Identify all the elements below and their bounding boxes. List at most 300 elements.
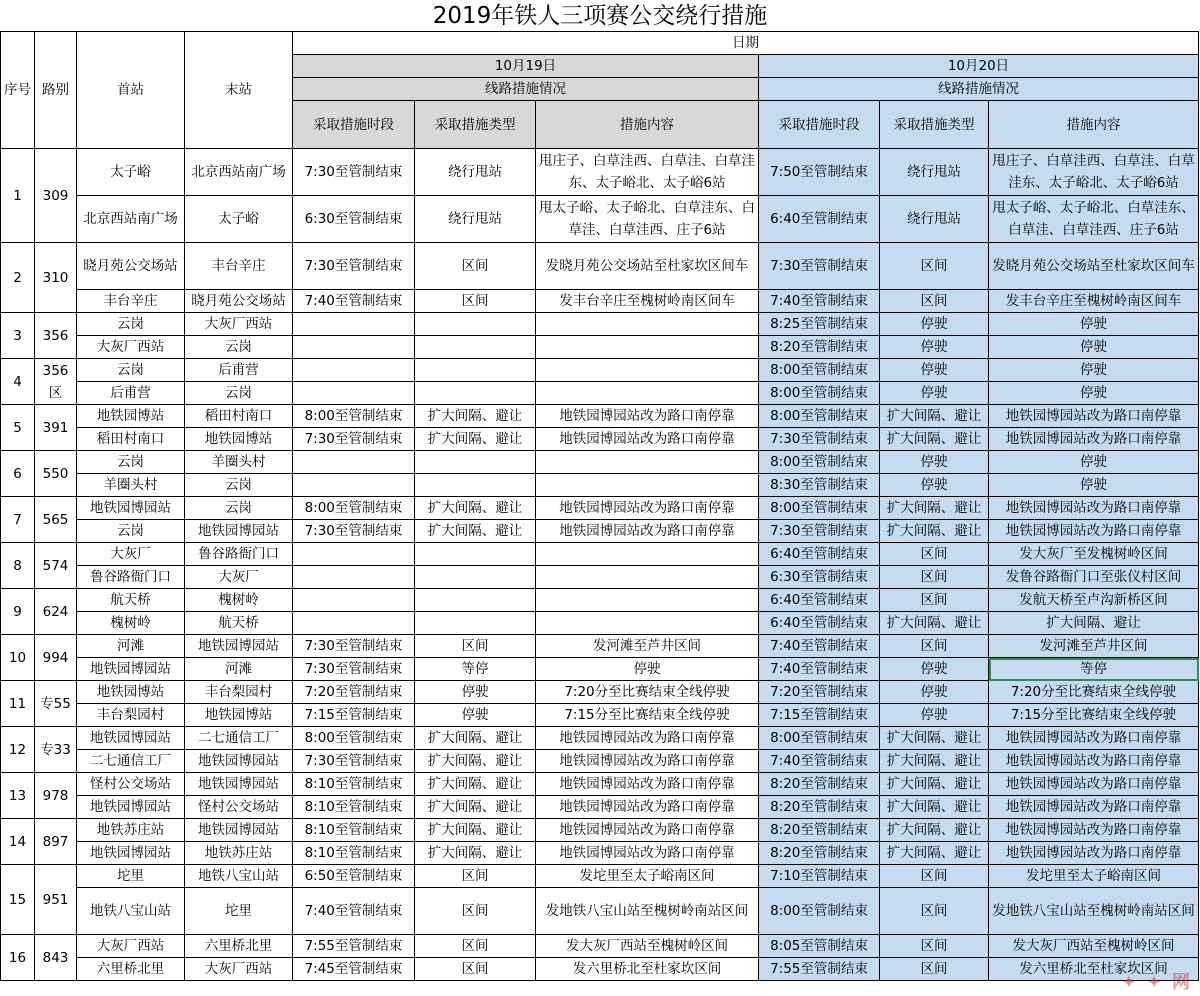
- cell-day1-type: 绕行甩站: [415, 149, 536, 196]
- cell-day2-type: 扩大间隔、避让: [880, 612, 989, 635]
- table-row: [1, 428, 1199, 451]
- table-row: [1, 888, 1199, 935]
- table-row: [1, 612, 1199, 635]
- cell-day1-content: 甩太子峪、太子峪北、白草洼东、白草洼、白草洼西、庄子6站: [536, 196, 759, 243]
- cell-day2-period: 8:20至管制结束: [759, 773, 880, 796]
- cell-day2-content: 地铁园博园站改为路口南停靠: [989, 773, 1199, 796]
- cell-day2-content: 发航天桥至卢沟新桥区间: [989, 589, 1199, 612]
- cell-day2-period: 8:20至管制结束: [759, 842, 880, 865]
- cell-day1-content: 地铁园博园站改为路口南停靠: [536, 497, 759, 520]
- cell-last-stop: 地铁园博园站: [185, 819, 293, 842]
- cell-first-stop: 二七通信工厂: [77, 750, 185, 773]
- cell-day1-type: 停驶: [415, 681, 536, 704]
- cell-day1-period: 7:55至管制结束: [293, 935, 415, 958]
- cell-day2-content: 地铁园博园站改为路口南停靠: [989, 796, 1199, 819]
- cell-day2-type: 停驶: [880, 336, 989, 359]
- cell-day2-type: 扩大间隔、避让: [880, 405, 989, 428]
- table-body: [1, 149, 1199, 981]
- cell-day1-type: 扩大间隔、避让: [415, 497, 536, 520]
- cell-day2-period: 8:00至管制结束: [759, 451, 880, 474]
- table-row: [1, 566, 1199, 589]
- cell-day1-period: 7:15至管制结束: [293, 704, 415, 727]
- table-row: [1, 589, 1199, 612]
- cell-day2-type: 区间: [880, 566, 989, 589]
- cell-day1-content: 地铁园博园站改为路口南停靠: [536, 520, 759, 543]
- cell-day2-type: 停驶: [880, 681, 989, 704]
- cell-day2-content: 地铁园博园站改为路口南停靠: [989, 819, 1199, 842]
- cell-day1-period: [293, 566, 415, 589]
- cell-day2-period: 7:30至管制结束: [759, 428, 880, 451]
- cell-day1-period: 7:45至管制结束: [293, 958, 415, 981]
- cell-day2-type: 停驶: [880, 382, 989, 405]
- cell-day1-content: [536, 313, 759, 336]
- cell-day2-content: 停驶: [989, 382, 1199, 405]
- cell-seq: 13: [1, 773, 35, 819]
- cell-day1-content: [536, 474, 759, 497]
- cell-day2-content: 发地铁八宝山站至槐树岭南站区间: [989, 888, 1199, 935]
- cell-day2-period: 8:30至管制结束: [759, 474, 880, 497]
- cell-day2-content: 发六里桥北至杜家坎区间: [989, 958, 1199, 981]
- cell-route: 550: [35, 451, 77, 497]
- cell-seq: 6: [1, 451, 35, 497]
- header-last-stop: 末站: [185, 32, 293, 149]
- cell-day2-content: 发鲁谷路衙门口至张仪村区间: [989, 566, 1199, 589]
- cell-day2-content: 甩太子峪、太子峪北、白草洼东、白草洼、白草洼西、庄子6站: [989, 196, 1199, 243]
- table-row: [1, 336, 1199, 359]
- cell-day2-type: 扩大间隔、避让: [880, 773, 989, 796]
- cell-day1-period: 8:10至管制结束: [293, 819, 415, 842]
- header-first-stop: 首站: [77, 32, 185, 149]
- cell-day2-content: 发大灰厂西站至槐树岭区间: [989, 935, 1199, 958]
- table-row: [1, 865, 1199, 888]
- cell-first-stop: 大灰厂西站: [77, 935, 185, 958]
- header-day1-period: 采取措施时段: [293, 101, 415, 149]
- cell-day2-content: 发晓月苑公交场站至杜家坎区间车: [989, 243, 1199, 290]
- cell-day1-type: [415, 451, 536, 474]
- cell-last-stop: 二七通信工厂: [185, 727, 293, 750]
- table-row: [1, 704, 1199, 727]
- cell-day2-period: 8:05至管制结束: [759, 935, 880, 958]
- table-row: [1, 681, 1199, 704]
- cell-day1-content: 发六里桥北至杜家坎区间: [536, 958, 759, 981]
- cell-day1-type: [415, 313, 536, 336]
- cell-day2-period: 6:30至管制结束: [759, 566, 880, 589]
- header-day1: 10月19日: [293, 55, 759, 78]
- cell-last-stop: 鲁谷路衙门口: [185, 543, 293, 566]
- cell-day1-type: 绕行甩站: [415, 196, 536, 243]
- table-row: [1, 474, 1199, 497]
- cell-day1-type: 扩大间隔、避让: [415, 819, 536, 842]
- cell-day2-period: 6:40至管制结束: [759, 196, 880, 243]
- cell-day1-type: 区间: [415, 635, 536, 658]
- table-row: [1, 497, 1199, 520]
- table-row: [1, 405, 1199, 428]
- header-day2-measures: 线路措施情况: [759, 78, 1199, 101]
- cell-last-stop: 羊圈头村: [185, 451, 293, 474]
- cell-last-stop: 坨里: [185, 888, 293, 935]
- cell-day2-period: 7:30至管制结束: [759, 243, 880, 290]
- cell-day2-type: 区间: [880, 243, 989, 290]
- table-row: [1, 196, 1199, 243]
- cell-day1-content: [536, 589, 759, 612]
- cell-day2-period: 8:20至管制结束: [759, 796, 880, 819]
- cell-day2-period: 7:15至管制结束: [759, 704, 880, 727]
- cell-day1-period: 6:30至管制结束: [293, 196, 415, 243]
- cell-day1-period: 6:50至管制结束: [293, 865, 415, 888]
- cell-day2-content: 地铁园博园站改为路口南停靠: [989, 842, 1199, 865]
- table-row: [1, 313, 1199, 336]
- table-row: [1, 773, 1199, 796]
- cell-day1-period: 8:10至管制结束: [293, 773, 415, 796]
- cell-day2-type: 停驶: [880, 359, 989, 382]
- cell-day1-content: 发大灰厂西站至槐树岭区间: [536, 935, 759, 958]
- cell-seq: 16: [1, 935, 35, 981]
- header-day2-period: 采取措施时段: [759, 101, 880, 149]
- cell-day1-content: 发河滩至芦井区间: [536, 635, 759, 658]
- cell-day1-type: 区间: [415, 935, 536, 958]
- cell-day1-type: [415, 566, 536, 589]
- cell-day2-content: 7:20分至比赛结束全线停驶: [989, 681, 1199, 704]
- cell-day1-type: 区间: [415, 958, 536, 981]
- table-row: [1, 796, 1199, 819]
- cell-day2-content: 地铁园博园站改为路口南停靠: [989, 520, 1199, 543]
- cell-day2-type: 扩大间隔、避让: [880, 842, 989, 865]
- cell-day2-content: 等停: [989, 658, 1199, 681]
- cell-day2-content: 发坨里至太子峪南区间: [989, 865, 1199, 888]
- cell-day1-type: [415, 359, 536, 382]
- cell-day2-period: 6:40至管制结束: [759, 612, 880, 635]
- table-row: [1, 520, 1199, 543]
- cell-day1-period: 7:20至管制结束: [293, 681, 415, 704]
- cell-day2-period: 7:40至管制结束: [759, 658, 880, 681]
- cell-day1-content: [536, 566, 759, 589]
- cell-route: 843: [35, 935, 77, 981]
- table-row: [1, 935, 1199, 958]
- cell-seq: 11: [1, 681, 35, 727]
- header-day2: 10月20日: [759, 55, 1199, 78]
- header-day1-content: 措施内容: [536, 101, 759, 149]
- cell-last-stop: 后甫营: [185, 359, 293, 382]
- cell-last-stop: 大灰厂: [185, 566, 293, 589]
- cell-day1-type: [415, 336, 536, 359]
- cell-first-stop: 羊圈头村: [77, 474, 185, 497]
- table-row: [1, 149, 1199, 196]
- cell-last-stop: 晓月苑公交场站: [185, 290, 293, 313]
- cell-day2-period: 8:25至管制结束: [759, 313, 880, 336]
- cell-day1-content: 地铁园博园站改为路口南停靠: [536, 405, 759, 428]
- cell-seq: 4: [1, 359, 35, 405]
- table-row: [1, 635, 1199, 658]
- cell-day1-period: 7:40至管制结束: [293, 290, 415, 313]
- cell-day2-period: 8:20至管制结束: [759, 336, 880, 359]
- cell-day1-content: [536, 451, 759, 474]
- cell-day2-period: 8:00至管制结束: [759, 382, 880, 405]
- cell-last-stop: 地铁园博站: [185, 704, 293, 727]
- cell-route: 978: [35, 773, 77, 819]
- cell-first-stop: 云岗: [77, 451, 185, 474]
- cell-day2-content: 停驶: [989, 336, 1199, 359]
- cell-day2-type: 区间: [880, 543, 989, 566]
- cell-last-stop: 河滩: [185, 658, 293, 681]
- cell-last-stop: 稻田村南口: [185, 405, 293, 428]
- cell-seq: 2: [1, 243, 35, 313]
- table-row: [1, 819, 1199, 842]
- header-seq: 序号: [1, 32, 35, 149]
- cell-day2-content: 地铁园博园站改为路口南停靠: [989, 405, 1199, 428]
- cell-last-stop: 槐树岭: [185, 589, 293, 612]
- cell-day1-content: 地铁园博园站改为路口南停靠: [536, 796, 759, 819]
- cell-first-stop: 鲁谷路衙门口: [77, 566, 185, 589]
- cell-day1-period: 7:30至管制结束: [293, 520, 415, 543]
- cell-day1-type: 区间: [415, 888, 536, 935]
- cell-day2-period: 7:20至管制结束: [759, 681, 880, 704]
- cell-first-stop: 云岗: [77, 359, 185, 382]
- cell-day2-type: 停驶: [880, 313, 989, 336]
- cell-first-stop: 地铁园博园站: [77, 658, 185, 681]
- cell-day2-type: 区间: [880, 935, 989, 958]
- cell-day1-content: 发晓月苑公交场站至杜家坎区间车: [536, 243, 759, 290]
- cell-first-stop: 航天桥: [77, 589, 185, 612]
- cell-last-stop: 云岗: [185, 336, 293, 359]
- cell-first-stop: 云岗: [77, 313, 185, 336]
- cell-day1-content: 停驶: [536, 658, 759, 681]
- cell-day1-type: 扩大间隔、避让: [415, 428, 536, 451]
- cell-day2-type: 区间: [880, 589, 989, 612]
- cell-day1-period: 7:30至管制结束: [293, 243, 415, 290]
- cell-last-stop: 云岗: [185, 474, 293, 497]
- cell-last-stop: 丰台梨园村: [185, 681, 293, 704]
- cell-seq: 15: [1, 865, 35, 935]
- cell-day1-content: 发丰台辛庄至槐树岭南区间车: [536, 290, 759, 313]
- cell-last-stop: 地铁园博园站: [185, 520, 293, 543]
- cell-last-stop: 丰台辛庄: [185, 243, 293, 290]
- cell-first-stop: 北京西站南广场: [77, 196, 185, 243]
- cell-route: 356区: [35, 359, 77, 405]
- cell-day1-period: 8:00至管制结束: [293, 497, 415, 520]
- cell-day1-period: [293, 589, 415, 612]
- cell-day1-content: 地铁园博园站改为路口南停靠: [536, 750, 759, 773]
- cell-day1-content: 地铁园博园站改为路口南停靠: [536, 773, 759, 796]
- cell-first-stop: 后甫营: [77, 382, 185, 405]
- cell-day1-period: [293, 612, 415, 635]
- cell-last-stop: 地铁园博园站: [185, 773, 293, 796]
- cell-first-stop: 怪村公交场站: [77, 773, 185, 796]
- cell-first-stop: 大灰厂: [77, 543, 185, 566]
- cell-day2-type: 扩大间隔、避让: [880, 520, 989, 543]
- cell-day2-period: 7:40至管制结束: [759, 635, 880, 658]
- header-route: 路别: [35, 32, 77, 149]
- cell-day2-content: 地铁园博园站改为路口南停靠: [989, 727, 1199, 750]
- cell-day1-type: 扩大间隔、避让: [415, 842, 536, 865]
- cell-seq: 8: [1, 543, 35, 589]
- cell-day1-type: 等停: [415, 658, 536, 681]
- header-day2-content: 措施内容: [989, 101, 1199, 149]
- cell-day1-period: [293, 382, 415, 405]
- cell-day2-content: 甩庄子、白草洼西、白草洼、白草洼东、太子峪北、太子峪6站: [989, 149, 1199, 196]
- cell-seq: 1: [1, 149, 35, 243]
- cell-day2-period: 7:10至管制结束: [759, 865, 880, 888]
- cell-last-stop: 地铁园博站: [185, 428, 293, 451]
- cell-first-stop: 稻田村南口: [77, 428, 185, 451]
- cell-day2-content: 发河滩至芦井区间: [989, 635, 1199, 658]
- cell-day1-period: [293, 451, 415, 474]
- cell-day1-type: 区间: [415, 243, 536, 290]
- cell-route: 565: [35, 497, 77, 543]
- cell-route: 994: [35, 635, 77, 681]
- cell-first-stop: 地铁园博站: [77, 681, 185, 704]
- cell-first-stop: 地铁园博园站: [77, 842, 185, 865]
- table-row: [1, 958, 1199, 981]
- cell-day2-type: 扩大间隔、避让: [880, 428, 989, 451]
- cell-day2-type: 区间: [880, 290, 989, 313]
- cell-day1-content: 发坨里至太子峪南区间: [536, 865, 759, 888]
- cell-day2-type: 扩大间隔、避让: [880, 497, 989, 520]
- cell-day1-type: 扩大间隔、避让: [415, 520, 536, 543]
- cell-day1-period: [293, 359, 415, 382]
- cell-first-stop: 丰台梨园村: [77, 704, 185, 727]
- cell-seq: 9: [1, 589, 35, 635]
- bus-detour-table: [0, 31, 1199, 981]
- cell-day1-type: [415, 382, 536, 405]
- cell-route: 391: [35, 405, 77, 451]
- cell-day2-type: 扩大间隔、避让: [880, 819, 989, 842]
- cell-day1-content: 7:20分至比赛结束全线停驶: [536, 681, 759, 704]
- table-row: [1, 451, 1199, 474]
- cell-day1-type: 停驶: [415, 704, 536, 727]
- cell-day2-period: 8:00至管制结束: [759, 497, 880, 520]
- cell-day2-period: 8:00至管制结束: [759, 359, 880, 382]
- cell-route: 951: [35, 865, 77, 935]
- cell-route: 897: [35, 819, 77, 865]
- cell-last-stop: 地铁园博园站: [185, 635, 293, 658]
- cell-day1-type: [415, 474, 536, 497]
- cell-first-stop: 坨里: [77, 865, 185, 888]
- cell-day2-type: 绕行甩站: [880, 196, 989, 243]
- cell-day2-content: 扩大间隔、避让: [989, 612, 1199, 635]
- cell-first-stop: 地铁苏庄站: [77, 819, 185, 842]
- cell-route: 574: [35, 543, 77, 589]
- cell-first-stop: 地铁园博站: [77, 405, 185, 428]
- cell-day1-period: 7:30至管制结束: [293, 635, 415, 658]
- cell-seq: 3: [1, 313, 35, 359]
- cell-day1-type: 区间: [415, 290, 536, 313]
- cell-last-stop: 地铁八宝山站: [185, 865, 293, 888]
- cell-seq: 7: [1, 497, 35, 543]
- cell-day2-period: 7:40至管制结束: [759, 750, 880, 773]
- cell-day1-period: [293, 313, 415, 336]
- cell-first-stop: 丰台辛庄: [77, 290, 185, 313]
- cell-day2-content: 发丰台辛庄至槐树岭南区间车: [989, 290, 1199, 313]
- cell-last-stop: 地铁园博园站: [185, 750, 293, 773]
- cell-last-stop: 大灰厂西站: [185, 958, 293, 981]
- cell-day2-period: 8:00至管制结束: [759, 727, 880, 750]
- cell-day2-type: 扩大间隔、避让: [880, 796, 989, 819]
- cell-last-stop: 航天桥: [185, 612, 293, 635]
- cell-day2-type: 区间: [880, 635, 989, 658]
- cell-day2-content: 地铁园博园站改为路口南停靠: [989, 428, 1199, 451]
- cell-day2-period: 7:50至管制结束: [759, 149, 880, 196]
- cell-day2-type: 停驶: [880, 451, 989, 474]
- cell-day2-period: 7:55至管制结束: [759, 958, 880, 981]
- cell-last-stop: 地铁苏庄站: [185, 842, 293, 865]
- cell-day1-type: 扩大间隔、避让: [415, 727, 536, 750]
- cell-route: 624: [35, 589, 77, 635]
- header-day1-type: 采取措施类型: [415, 101, 536, 149]
- cell-day2-type: 区间: [880, 958, 989, 981]
- cell-last-stop: 太子峪: [185, 196, 293, 243]
- cell-day1-type: [415, 589, 536, 612]
- cell-day1-type: [415, 543, 536, 566]
- cell-day1-period: 7:30至管制结束: [293, 658, 415, 681]
- cell-day1-period: [293, 474, 415, 497]
- cell-day1-type: 扩大间隔、避让: [415, 796, 536, 819]
- cell-day1-period: 7:40至管制结束: [293, 888, 415, 935]
- cell-day1-type: 区间: [415, 865, 536, 888]
- cell-day1-period: 8:00至管制结束: [293, 405, 415, 428]
- cell-day1-content: [536, 359, 759, 382]
- cell-day1-type: 扩大间隔、避让: [415, 405, 536, 428]
- cell-day2-type: 区间: [880, 888, 989, 935]
- header-day1-measures: 线路措施情况: [293, 78, 759, 101]
- cell-day1-period: 7:30至管制结束: [293, 428, 415, 451]
- cell-day2-type: 扩大间隔、避让: [880, 727, 989, 750]
- cell-first-stop: 六里桥北里: [77, 958, 185, 981]
- cell-day1-content: 地铁园博园站改为路口南停靠: [536, 428, 759, 451]
- cell-day2-period: 8:00至管制结束: [759, 888, 880, 935]
- cell-day2-content: 停驶: [989, 313, 1199, 336]
- cell-day2-period: 8:20至管制结束: [759, 819, 880, 842]
- cell-first-stop: 地铁八宝山站: [77, 888, 185, 935]
- cell-day1-type: 扩大间隔、避让: [415, 773, 536, 796]
- cell-day2-period: 7:40至管制结束: [759, 290, 880, 313]
- cell-first-stop: 太子峪: [77, 149, 185, 196]
- cell-day2-period: 6:40至管制结束: [759, 589, 880, 612]
- cell-last-stop: 北京西站南广场: [185, 149, 293, 196]
- cell-day2-content: 发大灰厂至发槐树岭区间: [989, 543, 1199, 566]
- table-row: [1, 842, 1199, 865]
- cell-route: 310: [35, 243, 77, 313]
- cell-last-stop: 大灰厂西站: [185, 313, 293, 336]
- cell-day1-content: [536, 336, 759, 359]
- header-day2-type: 采取措施类型: [880, 101, 989, 149]
- cell-day2-content: 7:15分至比赛结束全线停驶: [989, 704, 1199, 727]
- table-row: [1, 290, 1199, 313]
- cell-route: 专33: [35, 727, 77, 773]
- cell-day1-content: [536, 543, 759, 566]
- cell-day2-content: 停驶: [989, 359, 1199, 382]
- cell-day2-period: 6:40至管制结束: [759, 543, 880, 566]
- table-row: [1, 658, 1199, 681]
- table-row: [1, 359, 1199, 382]
- cell-last-stop: 云岗: [185, 382, 293, 405]
- cell-day2-type: 区间: [880, 865, 989, 888]
- cell-seq: 14: [1, 819, 35, 865]
- cell-last-stop: 六里桥北里: [185, 935, 293, 958]
- cell-day1-content: 地铁园博园站改为路口南停靠: [536, 842, 759, 865]
- table-row: [1, 727, 1199, 750]
- cell-day1-content: 发地铁八宝山站至槐树岭南站区间: [536, 888, 759, 935]
- watermark-logo: ✦ ✦ 网: [1121, 972, 1192, 993]
- cell-route: 专55: [35, 681, 77, 727]
- cell-day1-period: [293, 543, 415, 566]
- cell-day1-content: [536, 382, 759, 405]
- cell-day1-period: 8:00至管制结束: [293, 727, 415, 750]
- cell-day2-period: 8:00至管制结束: [759, 405, 880, 428]
- cell-day1-period: 7:30至管制结束: [293, 149, 415, 196]
- table-row: [1, 243, 1199, 290]
- cell-first-stop: 大灰厂西站: [77, 336, 185, 359]
- cell-day2-content: 停驶: [989, 474, 1199, 497]
